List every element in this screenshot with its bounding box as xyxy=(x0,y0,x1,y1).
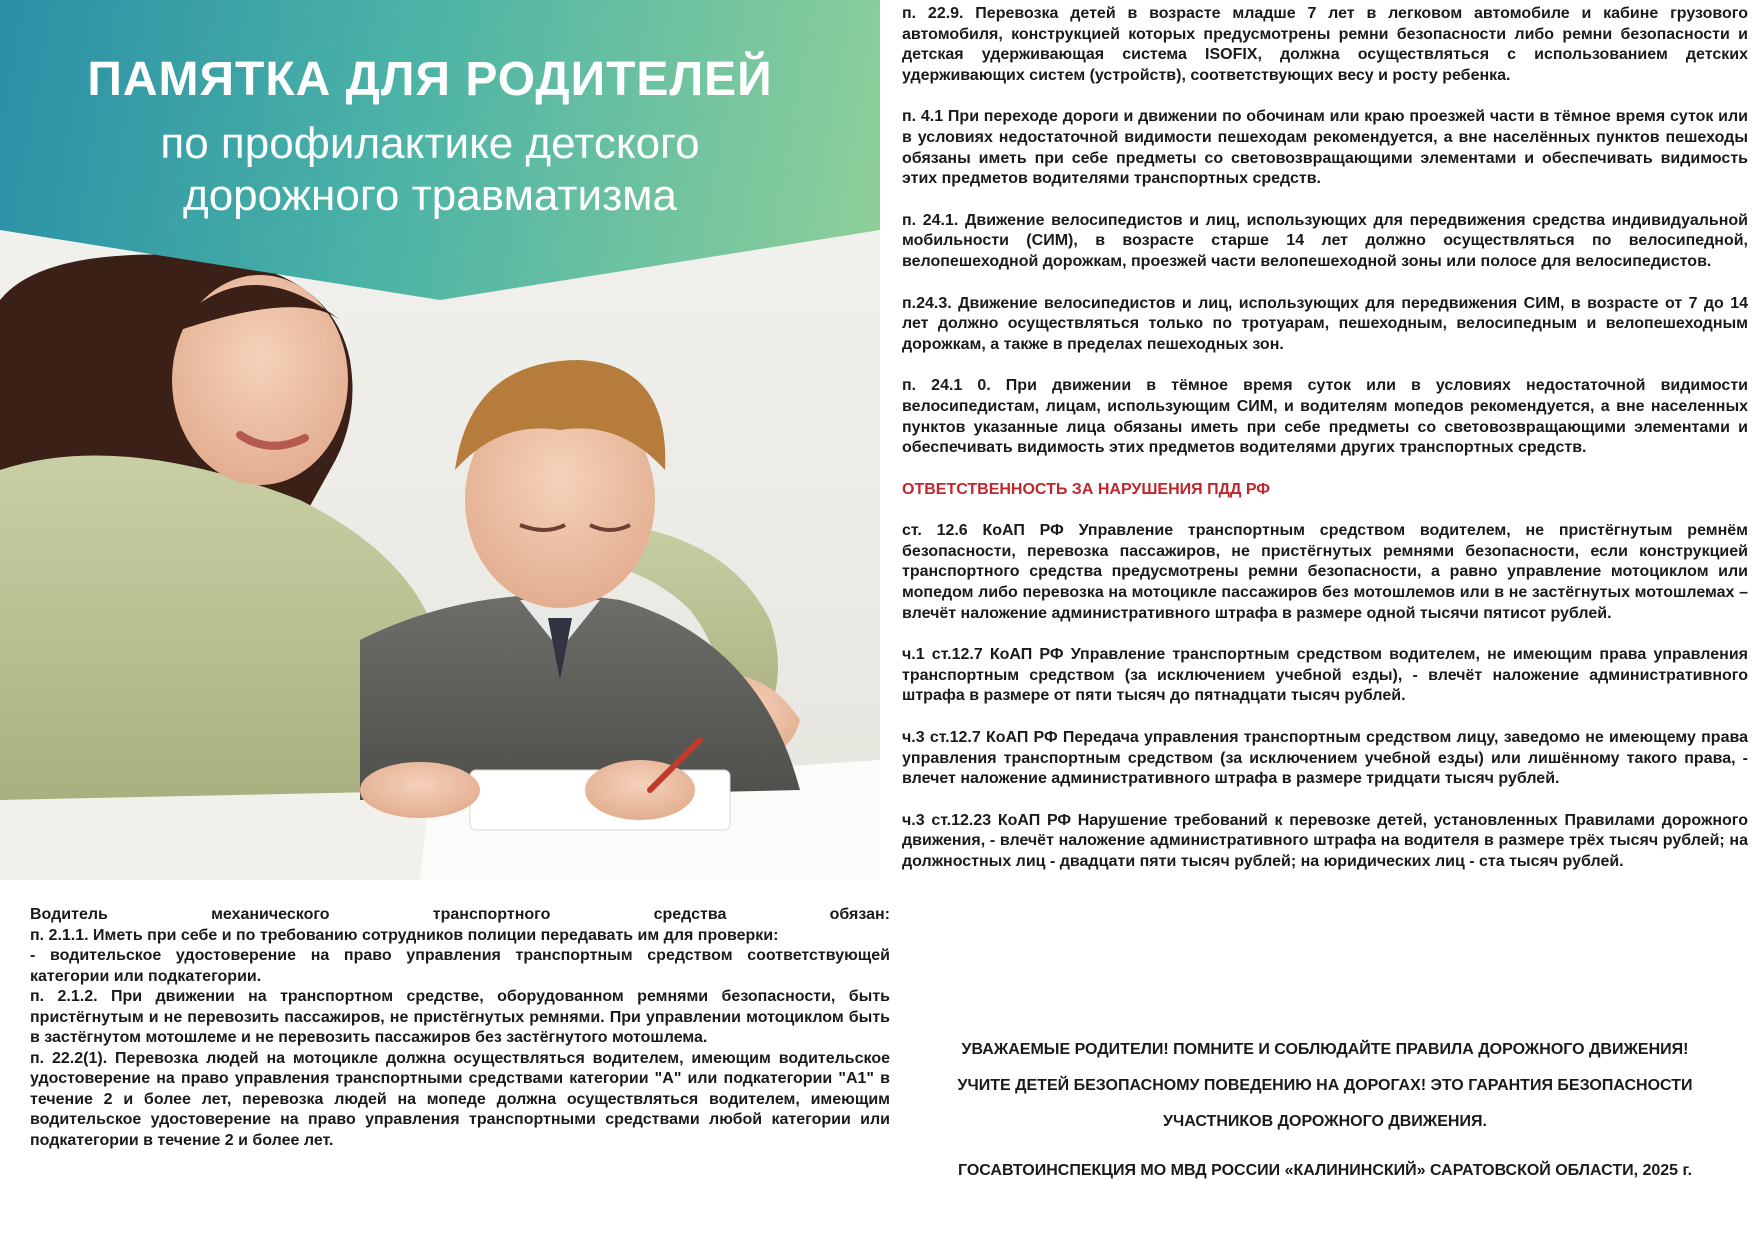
liability-paragraph: ст. 12.6 КоАП РФ Управление транспортным средством водителем, не пристёгнутым ремнём безопасности, перевозка пассажиров, не пристёгнутых ремнями безопасности, если конструкцией транспортного средства предусмотрены ремни безопасности, а равно управление мотоциклом или мопедом либо перевозка на мотоцикле пассажиров без мотошлемов или в не застёгнутых мотошлемах – влечёт наложение административного штрафа в размере одной тысячи пятисот рублей. xyxy=(902,522,1748,622)
rule-paragraph: п. 24.1. Движение велосипедистов и лиц, использующих для передвижения средства индивидуальной мобильности (СИМ), в возрасте старше 14 лет должно осуществляться по велосипедной, велопешеходной дорожкам, проезжей части велопешеходной зоны или полосе для велосипедистов. xyxy=(902,211,1748,270)
liability-paragraph: ч.3 ст.12.7 КоАП РФ Передача управления транспортным средством лицу, заведомо не имеющему права управления транспортным средством (за исключением учебной езды) или лишённому такого права, - влечет наложение административного штрафа в размере тридцати тысяч рублей. xyxy=(902,729,1748,788)
driver-duties-text xyxy=(30,905,890,1151)
page-subtitle xyxy=(0,118,860,222)
liability-heading: ОТВЕТСТВЕННОСТЬ ЗА НАРУШЕНИЯ ПДД РФ xyxy=(902,480,1270,498)
paragraph: п. 2.1.2. При движении на транспортном средстве, оборудованном ремнями безопасности, быть пристёгнутым и не перевозить пассажиров, не пристёгнутых ремнями. При управлении мотоциклом быть в застёгнутом мотошлеме и не перевозить пассажиров без застёгнутого мотошлема. xyxy=(30,988,890,1046)
page-title: ПАМЯТКА ДЛЯ РОДИТЕЛЕЙ xyxy=(87,53,773,106)
appeal-line-3: УЧАСТНИКОВ ДОРОЖНОГО ДВИЖЕНИЯ. xyxy=(1163,1113,1487,1130)
appeal-line-2: УЧИТЕ ДЕТЕЙ БЕЗОПАСНОМУ ПОВЕДЕНИЮ НА ДОРОГАХ! ЭТО ГАРАНТИЯ БЕЗОПАСНОСТИ xyxy=(957,1077,1693,1094)
rule-paragraph: п. 22.9. Перевозка детей в возрасте младше 7 лет в легковом автомобиле и кабине грузового автомобиля, конструкцией которых предусмотрены ремни безопасности либо ремни безопасности и детская удерживающая система ISOFIX, должна осуществляться с использованием детских удерживающих систем (устройств), соответствующих весу и росту ребенка. xyxy=(902,5,1748,84)
hero-image xyxy=(0,0,880,880)
subtitle-line-1: по профилактике детского xyxy=(160,119,700,168)
appeal-footer xyxy=(902,1032,1748,1180)
subtitle-line-2: дорожного травматизма xyxy=(183,171,677,220)
signature-line: ГОСАВТОИНСПЕКЦИЯ МО МВД РОССИИ «КАЛИНИНСКИЙ» САРАТОВСКОЙ ОБЛАСТИ, 2025 г. xyxy=(957,1162,1693,1179)
paragraph: п. 2.1.1. Иметь при себе и по требованию сотрудников полиции передавать им для проверки: xyxy=(30,926,779,944)
liability-paragraph: ч.1 ст.12.7 КоАП РФ Управление транспортным средством водителем, не имеющим права управления транспортным средством (за исключением учебной езды), - влечёт наложение административного штрафа в размере от пяти тысяч до пятнадцати тысяч рублей. xyxy=(902,646,1748,705)
paragraph: - водительское удостоверение на право управления транспортным средством соответствующей категории или подкатегории. xyxy=(30,947,890,985)
rules-column xyxy=(902,4,1748,894)
rule-paragraph: п. 24.1 0. При движении в тёмное время суток или в условиях недостаточной видимости велосипедистам, лицам, использующим СИМ, и водителям мопедов рекомендуется, а вне населенных пунктов указанные лица обязаны иметь при себе предметы со световозвращающими элементами и обеспечивать видимость этих предметов водителями других транспортных средств. xyxy=(902,377,1748,457)
rule-paragraph: п.24.3. Движение велосипедистов и лиц, использующих для передвижения СИМ, в возрасте от 7 до 14 лет должно осуществляться только по тротуарам, пешеходным, велосипедным и велопешеходным дорожкам, а также в пределах пешеходных зон. xyxy=(902,294,1748,353)
rule-paragraph: п. 4.1 При переходе дороги и движении по обочинам или краю проезжей части в тёмное время суток или в условиях недостаточной видимости пешеходам рекомендуется, а вне населённых пунктов пешеходы обязаны иметь при себе предметы со световозвращающими элементами и обеспечивать видимость этих предметов водителями транспортных средств. xyxy=(902,108,1748,188)
paragraph: п. 22.2(1). Перевозка людей на мотоцикле должна осуществляться водителем, имеющим водительское удостоверение на право управления транспортными средствами категории "А" или подкатегории "А1" в течение 2 и более лет, перевозка людей на мопеде должна осуществляться водителем, имеющим водительское удостоверение на право управления транспортными средствами любой категории или подкатегории в течение 2 и более лет. xyxy=(30,1049,890,1149)
paragraph: Водитель механического транспортного средства обязан: xyxy=(30,906,890,923)
liability-paragraph: ч.3 ст.12.23 КоАП РФ Нарушение требований к перевозке детей, установленных Правилами дорожного движения, - влечёт наложение административного штрафа на водителя в размере трёх тысяч рублей; на должностных лиц - двадцати пяти тысяч рублей; на юридических лиц - ста тысяч рублей. xyxy=(902,811,1748,870)
appeal-line-1: УВАЖАЕМЫЕ РОДИТЕЛИ! ПОМНИТЕ И СОБЛЮДАЙТЕ ПРАВИЛА ДОРОЖНОГО ДВИЖЕНИЯ! xyxy=(961,1041,1689,1058)
